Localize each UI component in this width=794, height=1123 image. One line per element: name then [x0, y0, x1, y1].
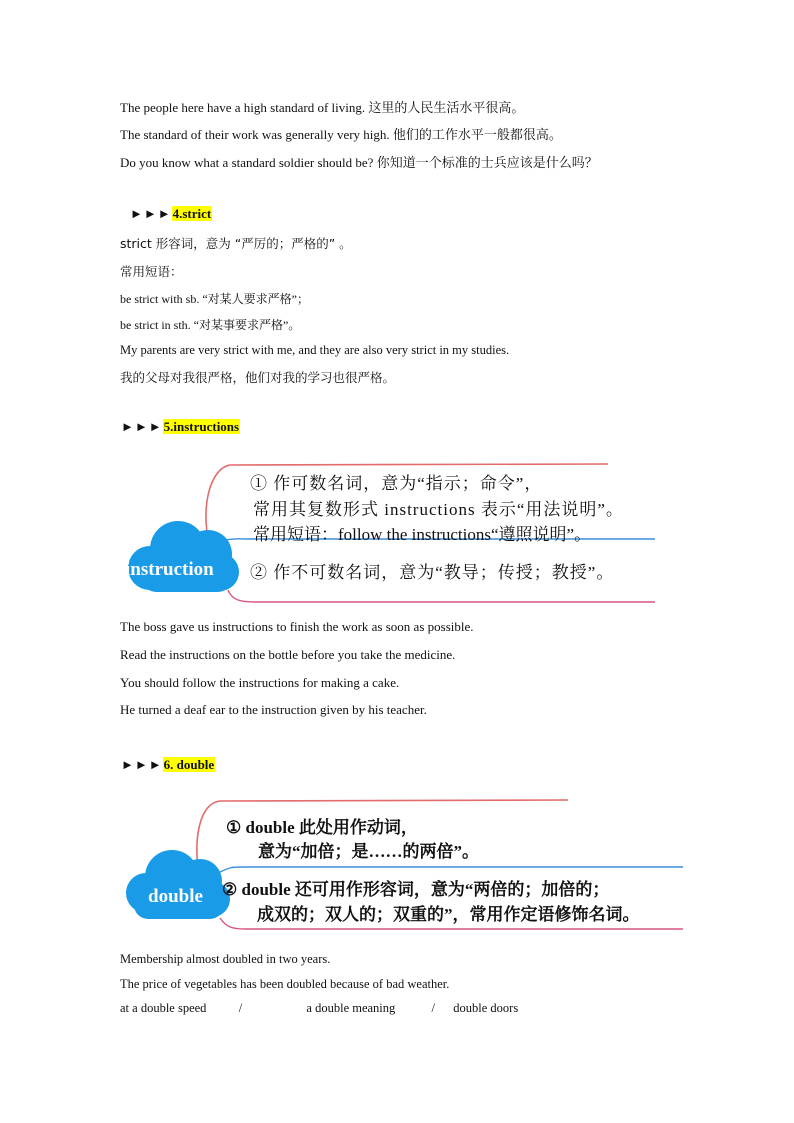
double-point-1-line-2: 意为“加倍；是……的两倍”。	[258, 842, 479, 861]
phrase-strict-in: be strict in sth. “对某事要求严格”。	[120, 318, 301, 332]
section-title: 4.strict	[172, 206, 212, 221]
phrase-double-meaning: a double meaning	[306, 1001, 396, 1015]
example-standard-3: Do you know what a standard soldier should be? 你知道一个标准的士兵应该是什么吗？	[120, 155, 598, 170]
separator: /	[238, 1001, 243, 1015]
instruction-point-1-line-3: 常用短语：follow the instructions“遵照说明”。	[253, 525, 592, 544]
double-phrases	[120, 1001, 518, 1016]
double-example-1: Membership almost doubled in two years.	[120, 952, 331, 966]
instruction-point-1-line-2: 常用其复数形式 instructions 表示“用法说明”。	[253, 500, 624, 519]
strict-example-en: My parents are very strict with me, and they are also very strict in my studies.	[120, 343, 510, 357]
section-heading-strict	[130, 206, 212, 222]
cloud-icon	[128, 521, 239, 592]
double-point-2-line-2: 成双的；双人的；双重的”，常用作定语修饰名词。	[257, 905, 640, 924]
instructions-example-2: Read the instructions on the bottle before you take the medicine.	[120, 647, 456, 662]
separator: /	[431, 1001, 436, 1015]
double-mind-map	[120, 793, 690, 938]
phrases-label: 常用短语：	[120, 264, 183, 279]
phrase-strict-with: be strict with sb. “对某人要求严格”；	[120, 292, 309, 306]
section-title: 6. double	[163, 757, 215, 772]
instruction-mind-map	[120, 450, 660, 610]
arrow-icons: ►►►	[121, 419, 163, 434]
double-example-2: The price of vegetables has been doubled because of bad weather.	[120, 977, 450, 991]
cloud-label-double: double	[148, 886, 203, 907]
double-point-1-line-1: ① double 此处用作动词，	[226, 818, 418, 837]
instruction-point-2: ② 作不可数名词，意为“教导；传授；教授”。	[250, 563, 615, 582]
section-heading-double	[121, 757, 215, 773]
example-standard-1: The people here have a high standard of living. 这里的人民生活水平很高。	[120, 100, 525, 115]
double-point-2-line-1: ② double 还可用作形容词，意为“两倍的；加倍的；	[222, 880, 610, 899]
instructions-example-3: You should follow the instructions for making a cake.	[120, 675, 400, 690]
instruction-point-1-line-1: ① 作可数名词，意为“指示；命令”，	[250, 474, 543, 493]
strict-definition: strict 形容词，意为 “严厉的；严格的” 。	[120, 236, 352, 251]
section-heading-instructions	[121, 419, 240, 435]
section-title: 5.instructions	[163, 419, 240, 434]
cloud-label-instruction: instruction	[125, 559, 214, 580]
arrow-icons: ►►►	[130, 206, 172, 221]
phrase-double-speed: at a double speed	[120, 1001, 207, 1015]
instructions-example-4: He turned a deaf ear to the instruction given by his teacher.	[120, 702, 427, 717]
phrase-double-doors: double doors	[453, 1001, 519, 1015]
arrow-icons: ►►►	[121, 757, 163, 772]
instructions-example-1: The boss gave us instructions to finish the work as soon as possible.	[120, 619, 474, 634]
strict-example-zh: 我的父母对我很严格，他们对我的学习也很严格。	[120, 370, 396, 385]
example-standard-2: The standard of their work was generally very high. 他们的工作水平一般都很高。	[120, 127, 562, 142]
cloud-icon	[126, 850, 230, 919]
